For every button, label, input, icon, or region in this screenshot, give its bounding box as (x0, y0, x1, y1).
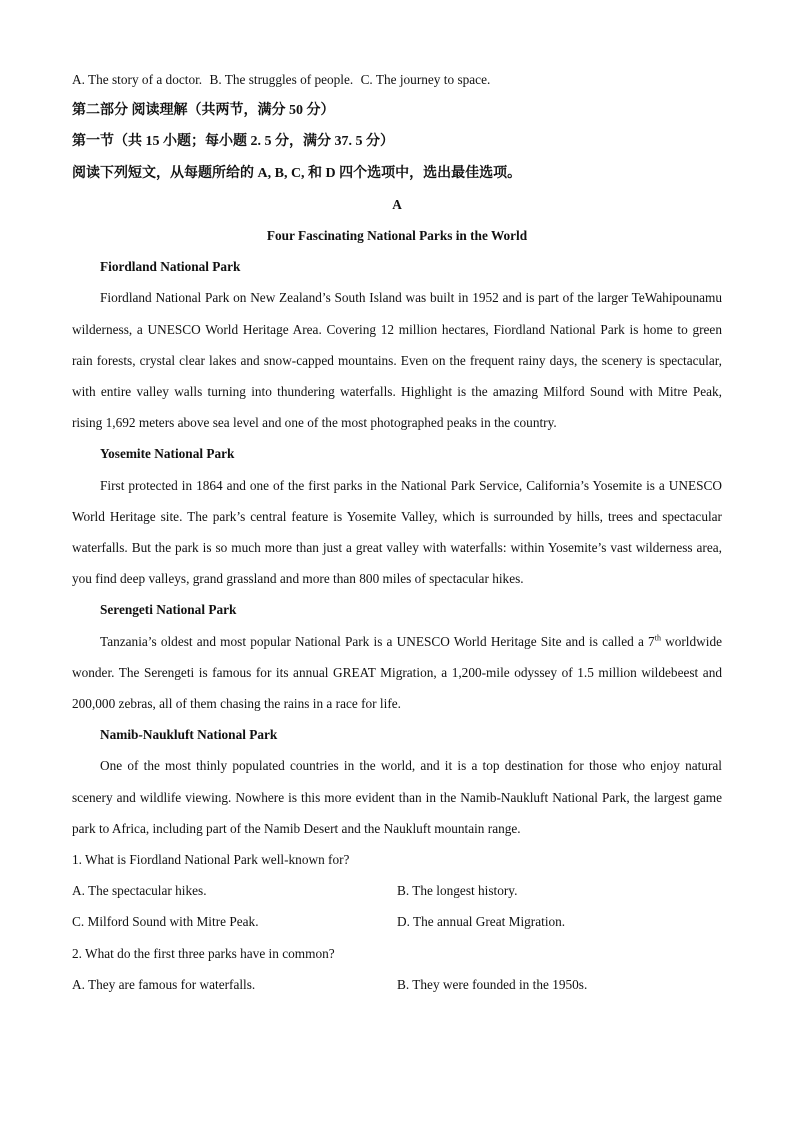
option-b: B. The struggles of people. (209, 72, 354, 87)
option-c: C. Milford Sound with Mitre Peak. (72, 914, 259, 930)
park-title: Serengeti National Park (100, 602, 237, 618)
park-paragraph: First protected in 1864 and one of the first parks in the National Park Service, California’s Yosemite is a UNESCO World Heritage site. The park’s central feature is Yosemite Valley, which is surrounded by hills, trees and spectacular waterfalls. But the park is so much more than just a great valley with waterfalls: within Yosemite’s vast wilderness area, you find deep valleys, grand grassland and more than 800 miles of spectacular hikes. (72, 477, 722, 587)
park-title: Yosemite National Park (100, 446, 235, 462)
option-a: A. The spectacular hikes. (72, 883, 207, 899)
passage-title: Four Fascinating National Parks in the World (266, 228, 528, 244)
section-heading: 第一节（共 15 小题；每小题 2. 5 分，满分 37. 5 分） (72, 134, 394, 150)
paragraph-text: worldwide wonder. The Serengeti is famous for its annual GREAT Migration, a 1,200-mile odyssey of 1.5 million wildebeest and 200,000 zebras, all of them chasing the rains in a race for life. (72, 633, 722, 712)
option-row (72, 906, 722, 937)
part-heading: 第二部分 阅读理解（共两节，满分 50 分） (72, 103, 335, 119)
park-paragraph: Fiordland National Park on New Zealand’s South Island was built in 1952 and is part of the larger TeWahipounamu wilderness, a UNESCO World Heritage Area. Covering 12 million hectares, Fiordland National Park is home to green rain forests, crystal clear lakes and snow-capped mountains. Even on the frequent rainy days, the scenery is spectacular, with entire valley walls turning into thundering waterfalls. Highlight is the amazing Milford Sound with Mitre Peak, rising 1,692 meters above sea level and one of the most photographed peaks in the country. (72, 290, 722, 431)
park-title: Fiordland National Park (100, 259, 241, 275)
park-paragraph: One of the most thinly populated countries in the world, and it is a top destination for those who enjoy natural scenery and wildlife viewing. Nowhere is this more evident than in the Namib-Naukluft National Park, the largest game park to Africa, including part of the Namib Desert and the Naukluft mountain range. (72, 758, 722, 836)
option-row (72, 875, 722, 906)
question-stem: 2. What do the first three parks have in common? (72, 945, 335, 961)
passage-letter: A (392, 196, 402, 212)
paragraph-text: Tanzania’s oldest and most popular National Park is a UNESCO World Heritage Site and is called a 7 (100, 633, 655, 649)
option-a: A. The story of a doctor. (72, 72, 203, 87)
exam-page (72, 64, 722, 1000)
previous-question-options (72, 64, 722, 95)
option-row (72, 969, 722, 1000)
superscript: th (654, 633, 661, 643)
instruction: 阅读下列短文，从每题所给的 A, B, C, 和 D 四个选项中，选出最佳选项。 (72, 165, 522, 181)
option-b: B. They were founded in the 1950s. (397, 976, 588, 992)
option-c: C. The journey to space. (360, 72, 491, 87)
park-paragraph (72, 626, 722, 720)
option-b: B. The longest history. (397, 883, 518, 899)
option-d: D. The annual Great Migration. (397, 914, 566, 930)
question-stem: 1. What is Fiordland National Park well-known for? (72, 852, 350, 868)
park-title: Namib-Naukluft National Park (100, 727, 278, 743)
option-a: A. They are famous for waterfalls. (72, 976, 256, 992)
